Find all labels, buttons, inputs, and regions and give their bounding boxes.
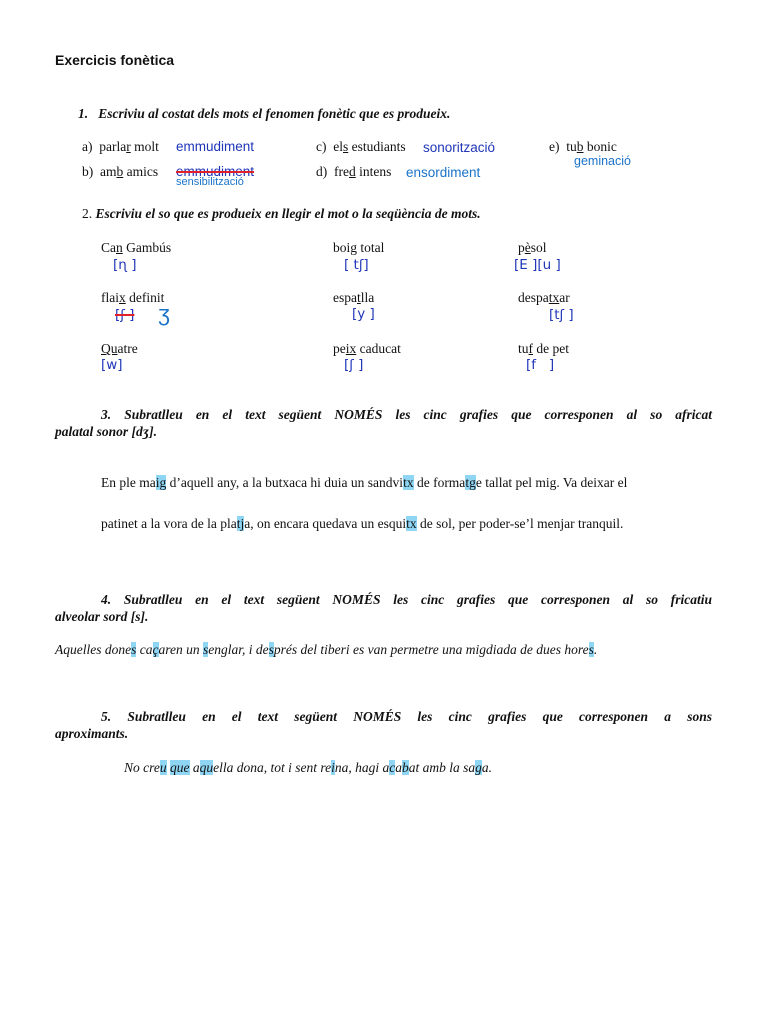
ex2-answer-4-struck: [ʃ ] [115,307,135,323]
item-word-rest: bonic [583,139,617,154]
ex1-answer-a: emmudiment [176,139,255,154]
ex2-item-9 [518,341,569,357]
exercise-3-text-line-2 [101,516,623,532]
item-underlined: g [350,240,358,255]
exercise-4-text: Subratlleu en el text següent NOMÉS les cinc grafies que corresponen al so fricatiu [123,592,712,607]
highlighted-grapheme: tg [465,475,476,490]
highlighted-grapheme: g [475,760,482,775]
highlighted-grapheme: i [331,760,335,775]
item-word-rest: atre [117,341,138,356]
ex2-item-4 [101,290,164,306]
highlighted-grapheme: u [159,760,167,775]
exercise-5-number: 5. [101,709,112,724]
text-segment: englar, i de [208,642,269,657]
exercise-2-text: Escriviu el so que es produeix en llegir el mot o la seqüència de mots. [95,206,481,221]
ex2-item-2 [333,240,384,256]
item-word-rest: sol [530,240,547,255]
item-underlined: b [116,164,124,179]
item-underlined: f [528,341,534,356]
ex2-answer-8: [ʃ ] [344,357,364,373]
item-label: c) [316,139,327,154]
text-segment: a [189,760,200,775]
exercise-3-number: 3. [101,407,112,422]
item-word-rest: total [357,240,385,255]
highlighted-grapheme: s [268,642,274,657]
ex2-answer-3: [E ][u ] [514,257,561,273]
text-segment: e tallat pel mig. Va deixar el [475,475,628,490]
highlighted-grapheme: ç [152,642,159,657]
item-word: pe [333,341,346,356]
text-segment: ca [136,642,153,657]
highlighted-grapheme: tx [406,516,417,531]
highlighted-grapheme: ig [155,475,167,490]
item-underlined: r [126,139,131,154]
highlighted-grapheme: tj [236,516,245,531]
item-word-rest: de pet [533,341,570,356]
ex2-item-3 [518,240,547,256]
item-word-rest: amics [123,164,159,179]
exercise-4-question-line-1 [55,592,712,608]
text-segment: patinet a la vora de la pla [101,516,237,531]
text-segment: de forma [413,475,466,490]
ex1-item-d [316,164,391,180]
highlighted-grapheme: s [203,642,209,657]
text-segment: a. [481,760,493,775]
item-label: e) [549,139,560,154]
item-underlined: tx [548,290,560,305]
item-word: el [333,139,343,154]
item-word: boi [333,240,351,255]
ex1-answer-e: geminació [574,154,631,168]
exercise-2-question [82,206,481,222]
item-underlined: ix [345,341,357,356]
text-segment: prés del tiberi es van permetre una migdiada de dues hore [273,642,589,657]
item-underlined: t [357,290,361,305]
text-segment: na, hagi a [334,760,390,775]
item-word: tu [518,341,529,356]
item-word-rest: Gambús [122,240,172,255]
ex1-answer-b-struck: emmudiment [176,164,255,179]
text-segment: aren un [158,642,203,657]
item-word: am [100,164,117,179]
item-word-rest: molt [130,139,159,154]
text-segment: a [395,760,403,775]
item-underlined: s [343,139,349,154]
exercise-3-question-line-2: palatal sonor [dʒ]. [55,424,157,439]
item-word-rest: estudiants [348,139,406,154]
exercise-4-number: 4. [101,592,112,607]
item-word-rest: intens [355,164,392,179]
ex2-answer-5: [y ] [352,306,375,322]
item-word: espa [333,290,357,305]
highlighted-grapheme: c [389,760,396,775]
ex1-item-b [82,164,158,180]
item-label: b) [82,164,94,179]
ex2-answer-4-correction: ʒ [158,301,170,326]
exercise-5-question-line-2: aproximants. [55,726,129,741]
exercise-4-text [55,642,597,658]
item-underlined: b [576,139,584,154]
item-word: Ca [101,240,116,255]
text-segment: de sol, per poder-se’l menjar tranquil. [416,516,624,531]
item-word: flai [101,290,119,305]
highlighted-grapheme: s [131,642,137,657]
ex1-item-c [316,139,406,155]
text-segment: No cre [124,760,160,775]
item-word: p [518,240,525,255]
item-underlined: è [524,240,531,255]
exercise-1-text: Escriviu al costat dels mots el fenomen fonètic que es produeix. [98,106,451,121]
item-word-rest: caducat [356,341,401,356]
text-segment: ella dona, tot i sent re [213,760,332,775]
highlighted-grapheme: qu [199,760,214,775]
highlighted-grapheme: s [588,642,594,657]
item-underlined: x [119,290,126,305]
ex2-item-7 [101,341,138,357]
highlighted-grapheme: tx [403,475,414,490]
text-segment: Aquelles done [55,642,132,657]
ex2-answer-6: [tʃ ] [549,307,574,323]
ex1-item-a [82,139,159,155]
highlighted-grapheme: b [402,760,409,775]
item-underlined: d [348,164,356,179]
text-segment: at amb la sa [408,760,476,775]
item-label: a) [82,139,93,154]
item-label: d) [316,164,328,179]
exercise-1-question [78,106,450,122]
item-word: despa [518,290,549,305]
item-word-rest: definit [125,290,165,305]
exercise-5-text: Subratlleu en el text següent NOMÉS les cinc grafies que corresponen a sons [127,709,712,724]
exercise-2-number: 2. [82,206,93,221]
exercise-5-question-line-1 [55,709,712,725]
text-segment: d’aquell any, a la butxaca hi duia un sandvi [166,475,404,490]
item-word-rest: ar [559,290,570,305]
item-word: tu [566,139,577,154]
highlighted-grapheme: que [170,760,190,775]
item-underlined: n [116,240,123,255]
ex1-answer-b-correction: sensibilització [176,176,244,188]
item-word: fre [334,164,349,179]
ex1-answer-c: sonorització [423,140,496,155]
exercise-3-text: Subratlleu en el text següent NOMÉS les cinc grafies que corresponen al so africat [124,407,713,422]
text-segment: En ple ma [101,475,156,490]
exercise-4-question-line-2: alveolar sord [s]. [55,609,149,624]
ex2-answer-9: [f ] [526,357,555,373]
ex2-item-6 [518,290,570,306]
exercise-3-text-line-1 [101,475,627,491]
ex1-answer-d: ensordiment [406,165,481,180]
item-word-rest: lla [360,290,375,305]
item-word: parla [99,139,127,154]
ex1-item-e [549,139,617,155]
ex2-answer-2: [ tʃ] [344,257,369,273]
ex2-answer-1: [ɳ ] [113,257,137,273]
ex2-answer-7: [w] [101,357,123,373]
text-segment: a, on encara quedava un esqui [244,516,407,531]
exercise-5-text [124,760,492,776]
ex2-item-1 [101,240,171,256]
text-segment: . [593,642,598,657]
ex2-item-8 [333,341,401,357]
item-underlined: Qu [101,341,118,356]
exercise-1-number: 1. [78,106,89,121]
ex2-item-5 [333,290,374,306]
page-title: Exercicis fonètica [55,52,175,68]
exercise-3-question-line-1 [55,407,712,423]
